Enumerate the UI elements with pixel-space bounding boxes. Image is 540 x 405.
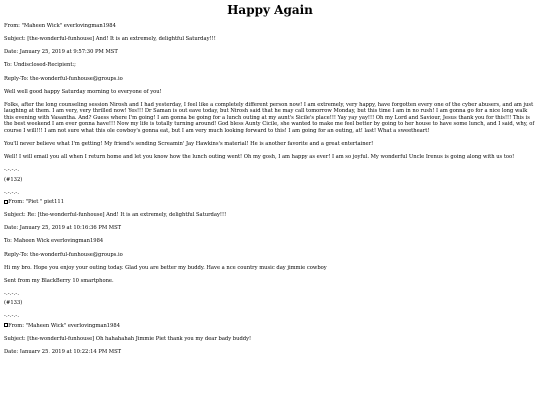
message2-date: Date: January 25, 2019 at 10:16:36 PM MST bbox=[4, 225, 122, 232]
message1-paragraph-3: Well! I will email you all when I return home and let you know how the lunch outing went! Oh my gosh, I am happy as ever! I am so joyful. My wonderful Uncle Irenus is going along with us too! bbox=[4, 153, 515, 160]
separator: -.-.-.-. bbox=[4, 313, 20, 320]
message3-date: Date: January 25, 2019 at 10:22:14 PM MST bbox=[4, 349, 122, 354]
message1-to: To: Undisclosed-Recipient:; bbox=[4, 62, 76, 69]
message-number-132: (#132) bbox=[4, 176, 23, 183]
message3-from-line bbox=[4, 323, 536, 330]
message1-greeting: Well well good happy Saturday morning to everyone of you! bbox=[4, 88, 162, 95]
separator: -.-.-.-. bbox=[4, 189, 20, 196]
message2-from: From: "Piet " piet111 bbox=[8, 199, 65, 206]
message2-to: To: Maheen Wick everlovingman1984 bbox=[4, 238, 104, 245]
missing-glyph-icon bbox=[4, 323, 8, 327]
message1-from: From: "Maheen Wick" everlovingman1984 bbox=[4, 23, 116, 30]
message2-subject: Subject: Re: [the-wonderful-funhouse] And! It is an extremely, delightful Saturday!!! bbox=[4, 212, 227, 219]
message2-reply-to: Reply-To: the-wonderful-funhouse@groups.io bbox=[4, 251, 123, 258]
message2-body: Hi my bro. Hope you enjoy your outing today. Glad you are better my buddy. Have a nce country music day jimmie cowboy bbox=[4, 264, 327, 271]
message1-reply-to: Reply-To: the-wonderful-funhouse@groups.io bbox=[4, 75, 123, 82]
message1-paragraph-1: Folks, after the long counseling session Nirosh and I had yesterday, I feel like a completely different person now! I am extremely, very happy, have forgotten every one of the cyber abusers, and am just laughing at them. I am very, very thrilled now! Yes!!! Dr Saman is out eave today, but Nirosh said that he may call tomorrow Monday, but this time I am in no rush! I am gonna go for a nice long walk this evening with Vasantha. And? Guess where I'm going! I am gonna be going for a lunch outing at my aunt's Sicile's place!!! Yay yay yay!!! Oh my Lord and Saviour, Jesus thank you for this!!! This is the best weekend I am ever gonna have!!! Now my life is totally turning around! God bless Aunty Cicile, she wanted to make me feel better by going to her house to have some lunch, and I said, why, of course I will!!! I am not sure what this ole cowboy's gonna eat, but I am very much looking forward to this! I am going for an outing, at! last! What a sweetheart! bbox=[4, 101, 535, 134]
message2-signature: Sent from my BlackBerry 10 smartphone. bbox=[4, 277, 114, 284]
separator: -.-.-.-. bbox=[4, 167, 20, 174]
message3-subject: Subject: [the-wonderful-funhouse] Oh hahahahah Jimmie Piet thank you my dear bady buddy! bbox=[4, 335, 252, 342]
message1-paragraph-2: You'll never believe what I'm getting! My friend's sending Screamin' Jay Hawkins's material! He is another favorite and a great entertainer! bbox=[4, 140, 374, 147]
message1-date: Date: January 25, 2019 at 9:57:30 PM MST bbox=[4, 49, 118, 56]
page-title: Happy Again bbox=[227, 3, 313, 17]
message1-subject: Subject: [the-wonderful-funhouse] And! It is an extremely, delightful Saturday!!! bbox=[4, 36, 216, 43]
message3-from: From: "Maheen Wick" everlovingman1984 bbox=[8, 322, 120, 329]
missing-glyph-icon bbox=[4, 200, 8, 204]
message2-from-line bbox=[4, 199, 536, 206]
message-number-133: (#133) bbox=[4, 300, 23, 307]
separator: -.-.-.-. bbox=[4, 290, 20, 297]
